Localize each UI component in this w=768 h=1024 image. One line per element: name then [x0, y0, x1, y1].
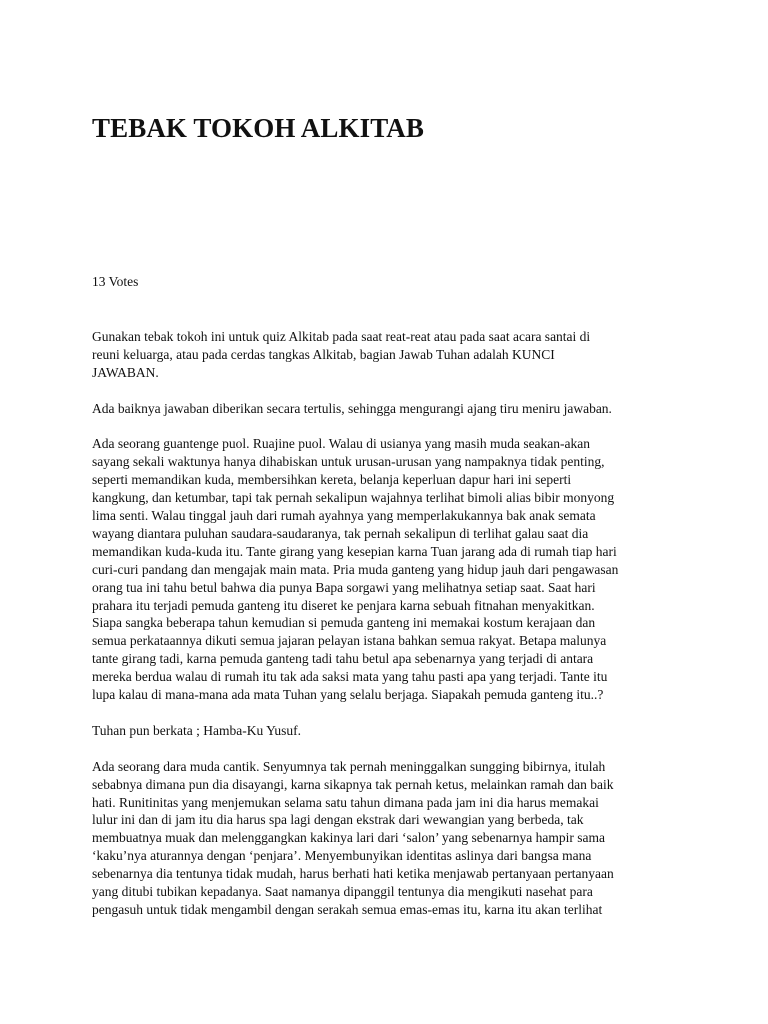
text-line: lulur ini dan di jam itu dia harus spa lagi dengan ekstrak dari wewangian yang berbeda, tak [92, 812, 584, 828]
document-body [92, 328, 672, 937]
text-line: reuni keluarga, atau pada cerdas tangkas Alkitab, bagian Jawab Tuhan adalah KUNCI [92, 346, 555, 362]
paragraph-answer-1 [92, 722, 672, 740]
text-line: sebenarnya dia tentunya tidak mudah, harus berhati hati ketika menjawab pertanyaan pertanyaan [92, 866, 614, 882]
text-line: hati. Runitinitas yang menjemukan selama satu tahun dimana pada jam ini dia harus memakai [92, 794, 599, 810]
text-line: semua perkataannya dikuti semua jajaran pelayan istana bahkan semua rakyat. Betapa malunya [92, 633, 607, 649]
paragraph-intro [92, 328, 672, 382]
text-line: memandikan kuda-kuda itu. Tante girang yang kesepian karna Tuan jarang ada di rumah tiap hari [92, 543, 617, 559]
votes-count: 13 Votes [92, 274, 139, 289]
text-line: seperti memandikan kuda, membersihkan kereta, belanja keperluan dapur hari ini seperti [92, 472, 572, 488]
text-line: mereka berdua walau di rumah itu tak ada saksi mata yang tahu pasti apa yang terjadi. Tante itu [92, 669, 608, 685]
paragraph-riddle-1 [92, 435, 672, 704]
text-line: Ada seorang guantenge puol. Ruajine puol. Walau di usianya yang masih muda seakan-akan [92, 436, 591, 452]
text-line: sebabnya dimana pun dia disayangi, karna sikapnya tak pernah ketus, melainkan ramah dan baik [92, 776, 614, 792]
text-line: yang ditubi tubikan kepadanya. Saat namanya dipanggil tentunya dia mengikuti nasehat para [92, 884, 593, 900]
text-line: kangkung, dan ketumbar, tapi tak pernah sekalipun wajahnya terlihat bimoli alias bibir monyong [92, 490, 615, 506]
text-line: lupa kalau di mana-mana ada mata Tuhan yang selalu berjaga. Siapakah pemuda ganteng itu..? [92, 687, 604, 703]
text-line: JAWABAN. [92, 364, 159, 380]
paragraph-instruction [92, 400, 672, 418]
text-line: membuatnya muak dan melenggangkan kakinya lari dari ‘salon’ yang sebenarnya hampir sama [92, 830, 605, 846]
text-line: curi-curi pandang dan mengajak main mata. Pria muda ganteng yang hidup jauh dari pengawasan [92, 561, 619, 577]
text-line: orang tua ini tahu betul bahwa dia punya Bapa sorgawi yang melihatnya setiap saat. Saat hari [92, 579, 596, 595]
text-line: wayang diantara puluhan saudara-saudaranya, tak pernah sekalipun di terlihat galau saat dia [92, 525, 589, 541]
text-line: Ada baiknya jawaban diberikan secara tertulis, sehingga mengurangi ajang tiru meniru jawaban. [92, 400, 612, 416]
text-line: sayang sekali waktunya hanya dihabiskan untuk urusan-urusan yang nampaknya tidak penting, [92, 454, 605, 470]
text-line: Ada seorang dara muda cantik. Senyumnya tak pernah meninggalkan sungging bibirnya, itulah [92, 758, 606, 774]
text-line: lima senti. Walau tinggal jauh dari rumah ayahnya yang memperlakukannya bak anak semata [92, 508, 596, 524]
text-line: tante girang tadi, karna pemuda ganteng tadi tahu betul apa sebenarnya yang terjadi di antara [92, 651, 594, 667]
text-line: Gunakan tebak tokoh ini untuk quiz Alkitab pada saat reat-reat atau pada saat acara santai di [92, 329, 591, 344]
text-line: prahara itu terjadi pemuda ganteng itu diseret ke penjara karna sebuah fitnahan menyakitkan. [92, 597, 595, 613]
text-line: Siapa sangka beberapa tahun kemudian si pemuda ganteng ini memakai kostum kerajaan dan [92, 615, 596, 631]
text-line: pengasuh untuk tidak mengambil dengan serakah semua emas-emas itu, karna itu akan terlihat [92, 901, 603, 917]
text-line: ‘kaku’nya aturannya dengan ‘penjara’. Menyembunyikan identitas aslinya dari bangsa mana [92, 848, 592, 864]
text-line: Tuhan pun berkata ; Hamba-Ku Yusuf. [92, 722, 301, 738]
paragraph-riddle-2 [92, 758, 672, 919]
document-title: TEBAK TOKOH ALKITAB [92, 113, 425, 143]
